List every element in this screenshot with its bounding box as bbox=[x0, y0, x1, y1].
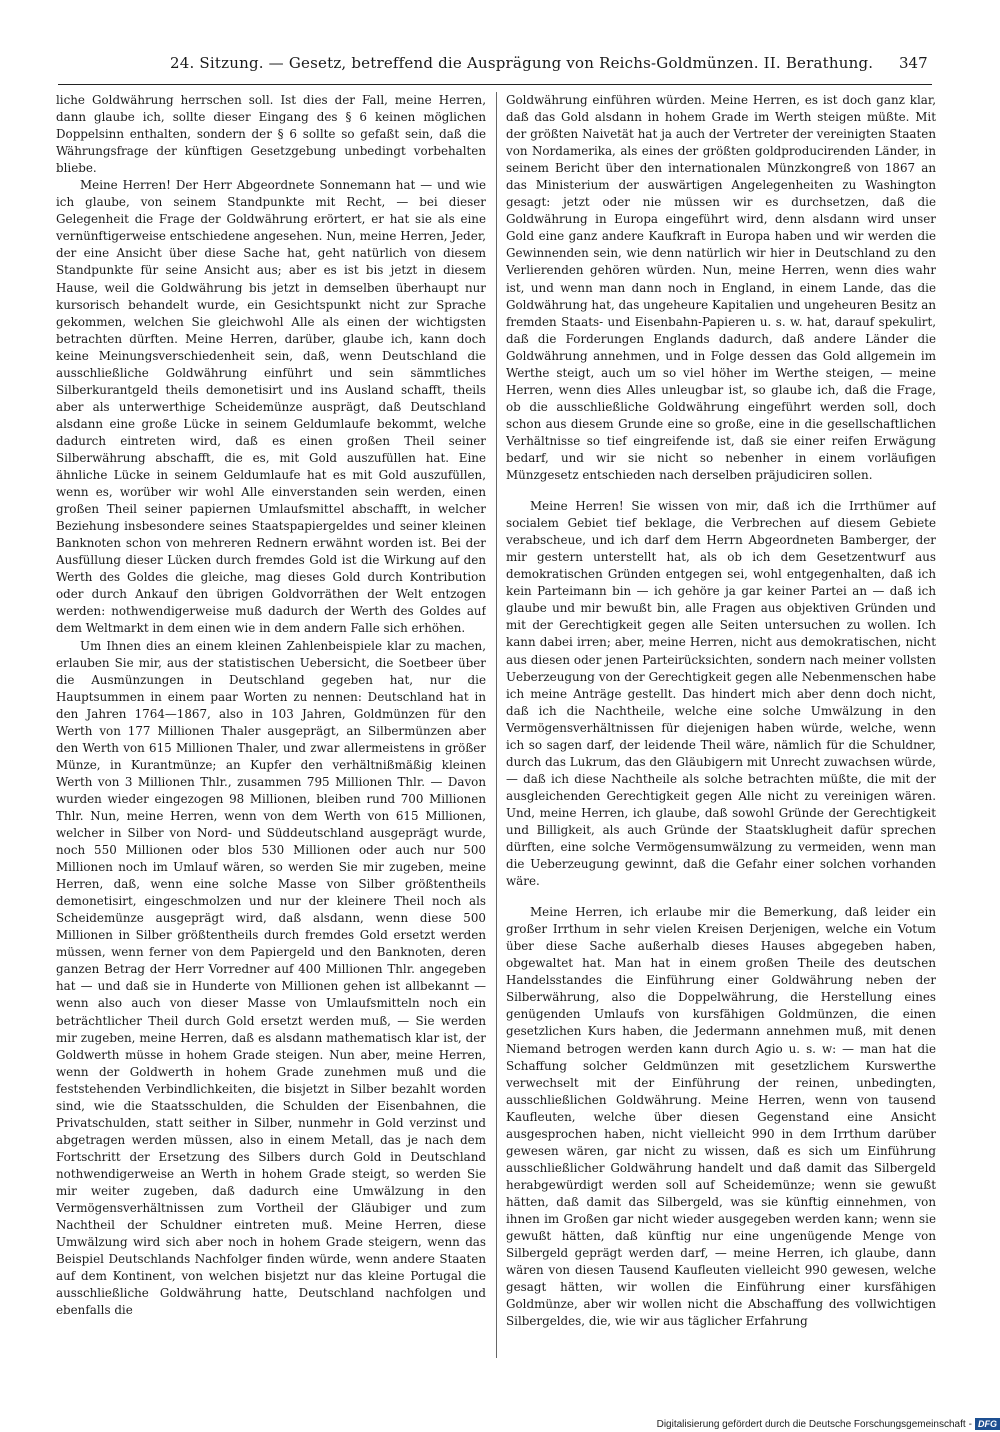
paragraph: Meine Herren! Der Herr Abgeordnete Sonnemann hat — und wie ich glaube, von seinem Standpunkte mit Recht, — bei dieser Gelegenheit die Frage der Goldwährung erörtert, er hat sie als eine vernünftigerweise entschiedene angesehen. Nun, meine Herren, Jeder, der eine Ansicht über diese Sache hat, geht natürlich von diesem Standpunkte für seine Ansicht aus; aber es ist bis jetzt in diesem Hause, weil die Goldwährung bis jetzt in demselben überhaupt nur kursorisch behandelt wurde, ein Gesichtspunkt nicht zur Sprache gekommen, welchen Sie gleichwohl Alle als einen der wichtigsten betrachten dürften. Meine Herren, darüber, glaube ich, kann doch keine Meinungsverschiedenheit sein, daß, wenn Deutschland die ausschließliche Goldwährung einführt und sein sämmtliches Silberkurantgeld theils demonetisirt und ins Ausland schafft, theils aber als unterwerthige Scheidemünze ausprägt, daß Deutschland alsdann eine große Lücke in seinem Geldumlaufe bekommt, welche dadurch eintreten wird, daß es einen großen Theil seiner Silberwährung abschafft, die es, mit Gold auszufüllen hat. Eine ähnliche Lücke in seinem Geldumlaufe hat es mit Gold auszufüllen, wenn es, worüber wir wohl Alle einverstanden sein werden, einen großen Theil seiner papiernen Umlaufsmittel abschafft, in welcher Beziehung insbesondere seines Staatspapiergeldes und seiner kleinen Banknoten schon von mehreren Rednern erwähnt worden ist. Bei der Ausfüllung dieser Lücken durch fremdes Gold ist die Wirkung auf den Werth des Goldes die gleiche, mag dieses Gold durch Kontribution oder durch Ankauf den übrigen Goldvorräthen der Welt entzogen werden: nothwendigerweise muß dadurch der Werth des Goldes auf dem Weltmarkt in dem einen wie in dem andern Falle sich erhöhen. bbox=[56, 178, 486, 636]
footer-text: Digitalisierung gefördert durch die Deutsche Forschungsgemeinschaft bbox=[656, 1418, 966, 1430]
paragraph: liche Goldwährung herrschen soll. Ist dies der Fall, meine Herren, dann glaube ich, sollte dieser Eingang des § 6 keinen möglichen Doppelsinn enthalten, sondern der § 6 sollte so gefaßt sein, daß die Währungsfrage der künftigen Gesetzgebung unbedingt vorbehalten bliebe. bbox=[56, 93, 486, 176]
digitization-footer: Digitalisierung gefördert durch die Deutsche Forschungsgemeinschaft - DFG bbox=[657, 1416, 1000, 1432]
header-rule bbox=[58, 84, 932, 85]
right-column bbox=[506, 92, 936, 1358]
page-header bbox=[0, 0, 1000, 80]
paragraph: Meine Herren, ich erlaube mir die Bemerkung, daß leider ein großer Irrthum in sehr vielen Kreisen Derjenigen, welche ein Votum über diese Sache außerhalb dieses Hauses abgegeben haben, obgewaltet hat. Man hat in einem großen Theile des deutschen Handelsstandes die Einführung einer Goldwährung neben der Silberwährung, also die Doppelwährung, die Herstellung eines genügenden Umlaufs von kursfähigen Goldmünzen, die einen gesetzlichen Kurs haben, die Jedermann annehmen muß, mit denen Niemand betrogen werden kann durch Agio u. s. w: — man hat die Schaffung solcher Geldmünzen mit gesetzlichem Kurswerthe verwechselt mit der Einführung der reinen, unbedingten, ausschließlichen Goldwährung. Meine Herren, wenn von tausend Kaufleuten, welche über diesen Gegenstand eine Ansicht ausgesprochen haben, nicht vielleicht 990 in dem Irrthum darüber gewesen wären, gar nicht zu wissen, daß es sich um Einführung ausschließlicher Goldwährung handelt und daß damit das Silbergeld herabgewürdigt werden soll auf Scheidemünze; wenn sie gewußt hätten, daß damit das Silbergeld, was sie künftig einnehmen, von ihnen im Großen gar nicht wieder ausgegeben werden kann; wenn sie gewußt hätten, daß künftig nur eine ungenügende Menge von Silbergeld geprägt werden darf, — meine Herren, ich glaube, dann wären von diesen Tausend Kaufleuten vielleicht 990 gewesen, welche gesagt hätten, wir wollen die Einführung einer kursfähigen Goldmünze, aber wir wollen nicht die Abschaffung des vollwichtigen Silbergeldes, die, wie wir aus täglicher Erfahrung bbox=[506, 905, 936, 1329]
paragraph: Um Ihnen dies an einem kleinen Zahlenbeispiele klar zu machen, erlauben Sie mir, aus der statistischen Uebersicht, die Soetbeer über die Ausmünzungen in Deutschland gegeben hat, nur die Hauptsummen in einem paar Worten zu nennen: Deutschland hat in den Jahren 1764—1867, also in 103 Jahren, Goldmünzen für den Werth von 177 Millionen Thaler ausgeprägt, an Silbermünzen aber den Werth von 615 Millionen Thaler, und zwar allermeistens in größer Münze, in Kurantmünze; an Kupfer den verhältnißmäßig kleinen Werth von 3 Millionen Thlr., zusammen 795 Millionen Thlr. — Davon wurden wieder eingezogen 98 Millionen, bleiben rund 700 Millionen Thlr. Nun, meine Herren, wenn von dem Werth von 615 Millionen, welcher in Silber von Nord- und Süddeutschland ausgeprägt wurde, noch 550 Millionen oder blos 530 Millionen oder auch nur 500 Millionen noch im Umlauf wären, so werden Sie mir zugeben, meine Herren, daß, wenn eine solche Masse von Silber größtentheils demonetisirt, eingeschmolzen und nur der kleinere Theil noch als Scheidemünze ausgeprägt wird, daß alsdann, wenn diese 500 Millionen in Silber größtentheils durch fremdes Gold ersetzt werden müssen, wenn ferner von dem Papiergeld und den Banknoten, deren ganzen Betrag der Herr Vorredner auf 400 Millionen Thlr. angegeben hat — und daß sie in Hunderte von Millionen gehen ist allbekannt — wenn also auch von dieser Masse von Umlaufsmitteln noch ein beträchtlicher Theil durch Gold ersetzt werden muß, — Sie werden mir zugeben, meine Herren, daß es alsdann mathematisch klar ist, der Goldwerth müsse in hohem Grade steigen. Nun aber, meine Herren, wenn der Goldwerth in hohem Grade zunehmen muß und die feststehenden Verbindlichkeiten, die bisjetzt in Silber bezahlt worden sind, wie die Staatsschulden, die Schulden der Eisenbahnen, die Privatschulden, statt seither in Silber, nunmehr in Gold verzinst und abgetragen werden müssen, also in einem Metall, das je nach dem Fortschritt der Ersetzung des Silbers durch Gold in Deutschland nothwendigerweise an Werth in hohem Grade steigt, so werden Sie mir weiter zugeben, daß dadurch eine Umwälzung in den Vermögensverhältnissen zum Vortheil der Gläubiger und zum Nachtheil der Schuldner eintreten muß. Meine Herren, diese Umwälzung wird sich aber noch in hohem Grade steigern, wenn das Beispiel Deutschlands Nachfolger finden würde, wenn andere Staaten auf dem Kontinent, von welchen bisjetzt nur das kleine Portugal die ausschließliche Goldwährung hatte, Deutschland nachfolgen und ebenfalls die bbox=[56, 638, 486, 1318]
text-columns bbox=[56, 92, 936, 1358]
paragraph: Goldwährung einführen würden. Meine Herren, es ist doch ganz klar, daß das Gold alsdann in hohem Grade im Werth steigen müßte. Mit der größten Naivetät hat ja auch der Vertreter der vereinigten Staaten von Nordamerika, als eines der größten goldproducirenden Länder, in seinem Bericht über den internationalen Münzkongreß von 1867 an das Ministerium der auswärtigen Angelegenheiten zu Washington gesagt: jetzt oder nie müssen wir es durchsetzen, daß die Goldwährung in Europa eingeführt wird, denn alsdann wird unser Gold eine ganz andere Kaufkraft in Europa haben und wir werden die Gewinnenden sein, wie denn natürlich wir hier in Deutschland zu den Verlierenden gehören würden. Nun, meine Herren, wenn dies wahr ist, und wenn man dann noch in England, in einem Lande, das die Goldwährung hat, das ungeheure Kapitalien und ungeheuren Besitz an fremden Staats- und Eisenbahn-Papieren u. s. w. hat, darauf spekulirt, daß die Forderungen Englands dadurch, daß andere Länder die Goldwährung annehmen, und in Folge dessen das Gold allgemein im Werthe steigt, auch um so viel höher im Werthe steigen, — meine Herren, wenn dies Alles unleugbar ist, so glaube ich, daß die Frage, ob die ausschließliche Goldwährung eingeführt werden soll, doch schon aus diesem Grunde eine so große, eine in die gesellschaftlichen Verhältnisse so tief eingreifende ist, daß sie einer reifen Erwägung bedarf, und wir sie nicht so nebenher in einem vorläufigen Münzgesetz entschieden nach derselben präjudiciren sollen. bbox=[506, 93, 936, 483]
column-divider bbox=[496, 92, 497, 1358]
dfg-logo-icon: DFG bbox=[975, 1418, 1000, 1430]
left-column bbox=[56, 92, 486, 1358]
running-title: 24. Sitzung. — Gesetz, betreffend die Ausprägung von Reichs-Goldmünzen. II. Berathung. bbox=[170, 54, 874, 72]
page-number: 347 bbox=[899, 54, 928, 72]
paragraph: Meine Herren! Sie wissen von mir, daß ich die Irrthümer auf socialem Gebiet tief beklage, die Verbrechen auf diesem Gebiete verabscheue, und ich darf dem Herrn Abgeordneten Bamberger, der mir gestern unterstellt hat, als ob ich dem Gesetzentwurf aus demokratischen Gründen entgegen sei, wohl entgegenhalten, daß ich kein Parteimann bin — ich gehöre ja gar keiner Partei an — daß ich glaube und mir bewußt bin, alle Fragen aus objektiven Gründen und mit der Gerechtigkeit gegen alle Seiten untersuchen zu wollen. Ich kann dabei irren; aber, meine Herren, nicht aus demokratischen, nicht aus diesen oder jenen Parteirücksichten, sondern nach meiner vollsten Ueberzeugung von der Gerechtigkeit gegen alle Nebenmenschen habe ich meine Anträge gestellt. Das hindert mich aber denn doch nicht, daß ich die Nachtheile, welche eine solche Umwälzung in den Vermögensverhältnissen für diejenigen haben würde, welche, wenn ich so sagen darf, der leidende Theil wäre, nämlich für die Schuldner, durch das Lukrum, das den Gläubigern mit Unrecht zuwachsen würde, — daß ich diese Nachtheile als solche betrachten müßte, die mit der ausgleichenden Gerechtigkeit gegen Alle nicht zu vereinigen wären. Und, meine Herren, ich glaube, daß sowohl Gründe der Gerechtigkeit und Billigkeit, als auch Gründe der Staatsklugheit dafür sprechen dürften, eine solche Vermögensumwälzung zu vermeiden, wenn man die Ueberzeugung gewinnt, daß die Gefahr einer solchen vorhanden wäre. bbox=[506, 499, 936, 889]
